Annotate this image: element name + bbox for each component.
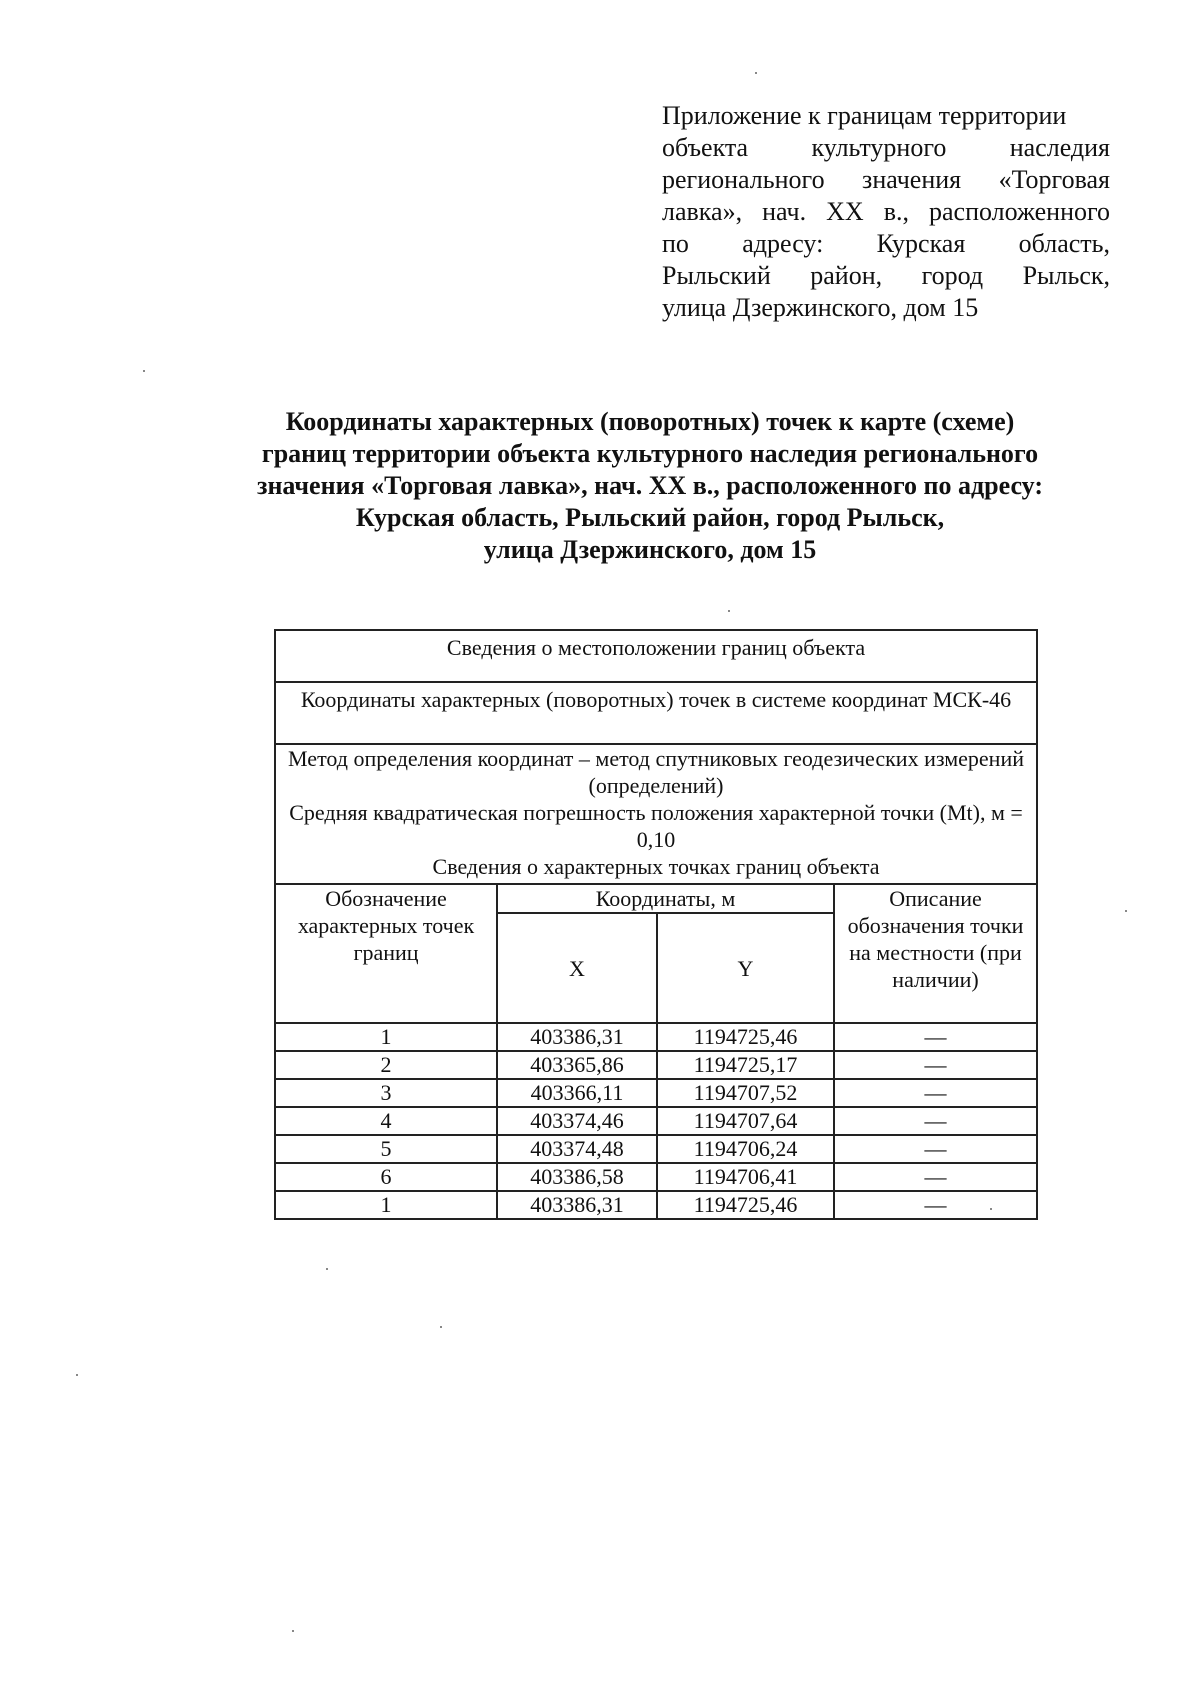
x-cell: 403374,48	[497, 1135, 657, 1163]
appendix-note-line: регионального значения «Торговая	[662, 165, 1110, 194]
description-cell: —	[834, 1191, 1037, 1219]
column-header-row	[275, 884, 1037, 913]
coord-system-cell: Координаты характерных (поворотных) точек в системе координат МСК-46	[275, 682, 1037, 744]
y-cell: 1194725,46	[657, 1023, 834, 1051]
appendix-note-line: Приложение к границам территории	[662, 101, 1067, 130]
x-cell: 403374,46	[497, 1107, 657, 1135]
x-cell: 403386,31	[497, 1191, 657, 1219]
method-cell	[275, 744, 1037, 884]
scan-speck	[143, 370, 145, 372]
description-cell: —	[834, 1051, 1037, 1079]
table-header-row	[275, 630, 1037, 682]
x-cell: 403365,86	[497, 1051, 657, 1079]
x-header: X	[497, 913, 657, 1023]
appendix-note-line: лавка», нач. XX в., расположенного	[662, 197, 1110, 226]
scan-speck	[440, 1326, 442, 1328]
coords-header: Координаты, м	[497, 884, 834, 913]
table-row	[275, 1079, 1037, 1107]
section-title-cell: Сведения о местоположении границ объекта	[275, 630, 1037, 682]
points-info-text: Сведения о характерных точках границ объекта	[432, 854, 880, 879]
designation-header: Обозначение характерных точек границ	[275, 884, 497, 1023]
point-cell: 6	[275, 1163, 497, 1191]
y-cell: 1194707,64	[657, 1107, 834, 1135]
y-cell: 1194725,17	[657, 1051, 834, 1079]
document-title	[200, 406, 1100, 566]
description-cell: —	[834, 1163, 1037, 1191]
scan-speck	[326, 1268, 328, 1270]
table-row	[275, 1135, 1037, 1163]
table-row	[275, 1023, 1037, 1051]
y-cell: 1194725,46	[657, 1191, 834, 1219]
x-cell: 403386,31	[497, 1023, 657, 1051]
point-cell: 1	[275, 1191, 497, 1219]
document-title-line: значения «Торговая лавка», нач. XX в., расположенного по адресу:	[257, 471, 1043, 500]
x-cell: 403386,58	[497, 1163, 657, 1191]
scan-speck	[990, 1208, 992, 1210]
point-cell: 5	[275, 1135, 497, 1163]
document-title-line: улица Дзержинского, дом 15	[483, 535, 817, 564]
coordinates-table	[274, 629, 1038, 1220]
table-row	[275, 1107, 1037, 1135]
x-cell: 403366,11	[497, 1079, 657, 1107]
appendix-note-line: улица Дзержинского, дом 15	[662, 293, 979, 322]
y-cell: 1194706,24	[657, 1135, 834, 1163]
table-row	[275, 1191, 1037, 1219]
scan-speck	[76, 1374, 78, 1376]
table-header-row	[275, 744, 1037, 884]
description-cell: —	[834, 1107, 1037, 1135]
document-title-line: Координаты характерных (поворотных) точек к карте (схеме)	[285, 407, 1015, 436]
document-title-line: границ территории объекта культурного наследия регионального	[261, 439, 1039, 468]
description-cell: —	[834, 1135, 1037, 1163]
scan-speck	[755, 72, 757, 74]
y-header: Y	[657, 913, 834, 1023]
method-text: Метод определения координат – метод спутниковых геодезических измерений (определений)	[288, 746, 1024, 798]
table-row	[275, 1051, 1037, 1079]
point-cell: 3	[275, 1079, 497, 1107]
point-cell: 2	[275, 1051, 497, 1079]
appendix-note-line: объекта культурного наследия	[662, 133, 1110, 162]
appendix-note-line: по адресу: Курская область,	[662, 229, 1110, 258]
description-header: Описание обозначения точки на местности (при наличии)	[834, 884, 1037, 1023]
scan-speck	[1125, 910, 1127, 912]
point-cell: 4	[275, 1107, 497, 1135]
appendix-note-line: Рыльский район, город Рыльск,	[662, 261, 1110, 290]
scan-speck	[728, 610, 730, 612]
table-row	[275, 1163, 1037, 1191]
scan-speck	[292, 1630, 294, 1632]
y-cell: 1194707,52	[657, 1079, 834, 1107]
description-cell: —	[834, 1079, 1037, 1107]
point-cell: 1	[275, 1023, 497, 1051]
accuracy-text: Средняя квадратическая погрешность положения характерной точки (Mt), м = 0,10	[289, 800, 1023, 852]
appendix-note	[662, 100, 1110, 324]
y-cell: 1194706,41	[657, 1163, 834, 1191]
document-title-line: Курская область, Рыльский район, город Рыльск,	[355, 503, 945, 532]
table-header-row	[275, 682, 1037, 744]
description-cell: —	[834, 1023, 1037, 1051]
